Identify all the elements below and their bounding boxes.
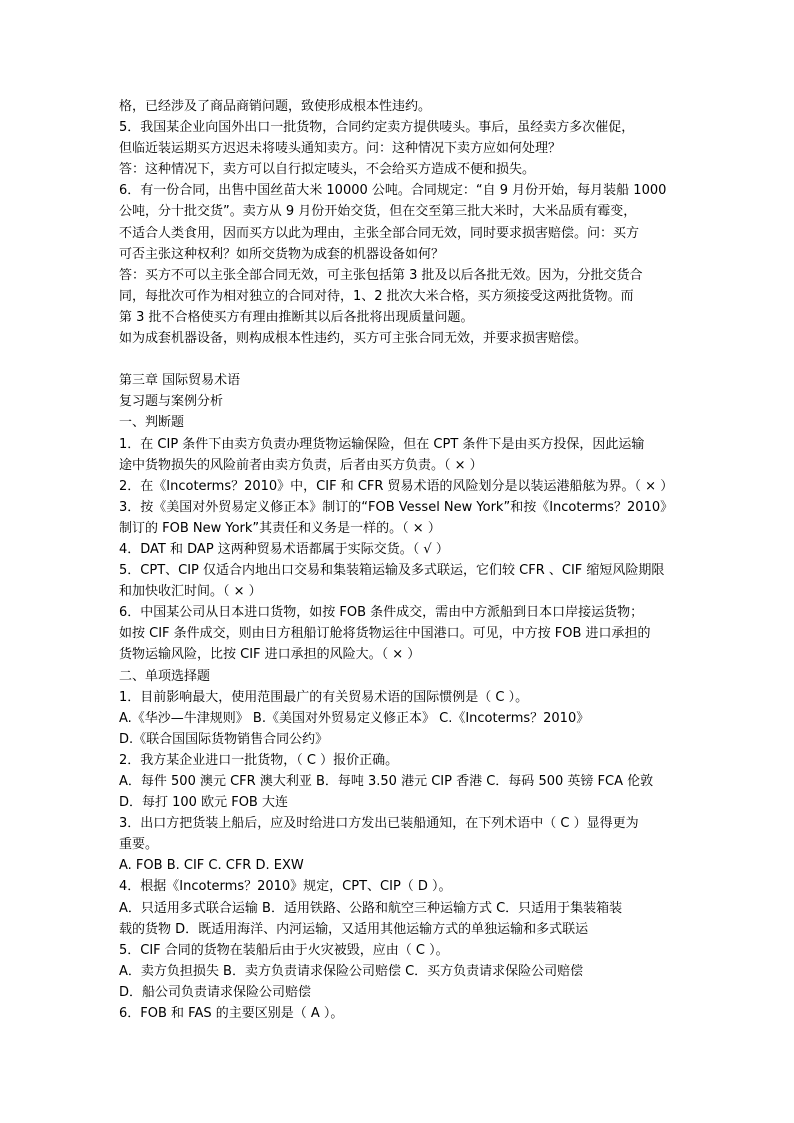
section-title: 复习题与案例分析 bbox=[119, 394, 224, 410]
text-line: A. FOB B. CIF C. CFR D. EXW bbox=[119, 858, 304, 874]
text-line: 1．目前影响最大，使用范围最广的有关贸易术语的国际惯例是（ C ）。 bbox=[119, 689, 529, 705]
text-line: 5．CPT、CIP 仅适合内地出口交易和集装箱运输及多式联运，它们较 CFR 、CIF 缩短风险期限 bbox=[119, 563, 665, 579]
text-line: 可否主张这种权利？如所交货物为成套的机器设备如何？ bbox=[119, 246, 445, 262]
text-line: 2．在《Incoterms？2010》中，CIF 和 CFR 贸易术语的风险划分是以装运港船舷为界。（ × ） bbox=[119, 478, 674, 494]
text-line: 答：买方不可以主张全部合同无效，可主张包括第 3 批及以后各批无效。因为，分批交货合 bbox=[119, 267, 643, 283]
text-line: 5．我国某企业向国外出口一批货物，合同约定卖方提供唛头。事后，虽经卖方多次催促， bbox=[119, 120, 635, 136]
text-line: 4．DAT 和 DAP 这两种贸易术语都属于实际交货。（ √ ） bbox=[119, 541, 449, 557]
text-line: 公吨，分十批交货”。卖方从 9 月份开始交货，但在交至第三批大米时，大米品质有霉变， bbox=[119, 204, 637, 220]
text-line: 6．FOB 和 FAS 的主要区别是（ A ）。 bbox=[119, 1006, 344, 1022]
text-line: 第 3 批不合格使买方有理由推断其以后各批将出现质量问题。 bbox=[119, 309, 474, 325]
text-line: 格，已经涉及了商品商销问题，致使形成根本性违约。 bbox=[119, 99, 432, 114]
text-line: 载的货物 D．既适用海洋、内河运输，又适用其他运输方式的单独运输和多式联运 bbox=[119, 921, 589, 937]
text-line: A．卖方负担损失 B．卖方负责请求保险公司赔偿 C．买方负责请求保险公司赔偿 bbox=[119, 963, 584, 979]
text-line: D.《联合国国际货物销售合同公约》 bbox=[119, 731, 329, 747]
text-line: A.《华沙—牛津规则》 B.《美国对外贸易定义修正本》 C.《Incoterms？2010》 bbox=[119, 710, 590, 726]
text-line: 3．按《美国对外贸易定义修正本》制订的“FOB Vessel New York”和按《Incoterms？2010》 bbox=[119, 499, 674, 515]
chapter-title: 第三章 国际贸易术语 bbox=[119, 373, 241, 389]
text-line: 4．根据《Incoterms？2010》规定，CPT、CIP（ D ）。 bbox=[119, 879, 452, 895]
text-line: 同，每批次可作为相对独立的合同对待，1、2 批次大米合格，买方须接受这两批货物。而 bbox=[119, 288, 634, 304]
subsection-title: 一、判断题 bbox=[119, 415, 185, 431]
text-line: 但临近装运期买方迟迟未将唛头通知卖方。问：这种情况下卖方应如何处理？ bbox=[119, 141, 562, 157]
text-line: D．船公司负责请求保险公司赔偿 bbox=[119, 984, 312, 1000]
document-page bbox=[119, 96, 679, 1024]
text-line: D．每打 100 欧元 FOB 大连 bbox=[119, 795, 288, 811]
text-line: 货物运输风险，比按 CIF 进口承担的风险大。（ × ） bbox=[119, 647, 421, 663]
text-line: 和加快收汇时间。（ × ） bbox=[119, 584, 262, 600]
subsection-title: 二、单项选择题 bbox=[119, 668, 211, 684]
text-line: 1．在 CIP 条件下由卖方负责办理货物运输保险，但在 CPT 条件下是由买方投保，因此运输 bbox=[119, 436, 645, 452]
text-line: 不适合人类食用，因而买方以此为理由，主张全部合同无效，同时要求损害赔偿。问：买方 bbox=[119, 225, 640, 241]
text-line: 重要。 bbox=[119, 837, 159, 853]
text-line: 如按 CIF 条件成交，则由日方租船订舱将货物运往中国港口。可见，中方按 FOB 进口承担的 bbox=[119, 626, 651, 642]
text-line: 5．CIF 合同的货物在装船后由于火灾被毁，应由（ C ）。 bbox=[119, 942, 449, 958]
text-line: 2．我方某企业进口一批货物，（ C ）报价正确。 bbox=[119, 752, 399, 768]
text-line: A．每件 500 澳元 CFR 澳大利亚 B．每吨 3.50 港元 CIP 香港 C．每码 500 英镑 FCA 伦敦 bbox=[119, 774, 654, 789]
text-line: A．只适用多式联合运输 B．适用铁路、公路和航空三种运输方式 C．只适用于集装箱装 bbox=[119, 900, 623, 916]
text-line: 3．出口方把货装上船后，应及时给进口方发出已装船通知，在下列术语中（ C ）显得更为 bbox=[119, 816, 639, 832]
text-line: 6．中国某公司从日本进口货物，如按 FOB 条件成交，需由中方派船到日本口岸接运货物； bbox=[119, 605, 644, 621]
text-line: 制订的 FOB New York”其责任和义务是一样的。（ × ） bbox=[119, 520, 441, 536]
text-line: 途中货物损失的风险前者由卖方负责，后者由买方负责。（ × ） bbox=[119, 457, 483, 473]
text-line: 如为成套机器设备，则构成根本性违约，买方可主张合同无效，并要求损害赔偿。 bbox=[119, 331, 588, 347]
text-line: 6．有一份合同，出售中国丝苗大米 10000 公吨。合同规定：“自 9 月份开始，每月装船 1000 bbox=[119, 183, 667, 199]
text-line: 答：这种情况下，卖方可以自行拟定唛头，不会给买方造成不便和损失。 bbox=[119, 162, 536, 178]
blank-line bbox=[119, 349, 679, 370]
